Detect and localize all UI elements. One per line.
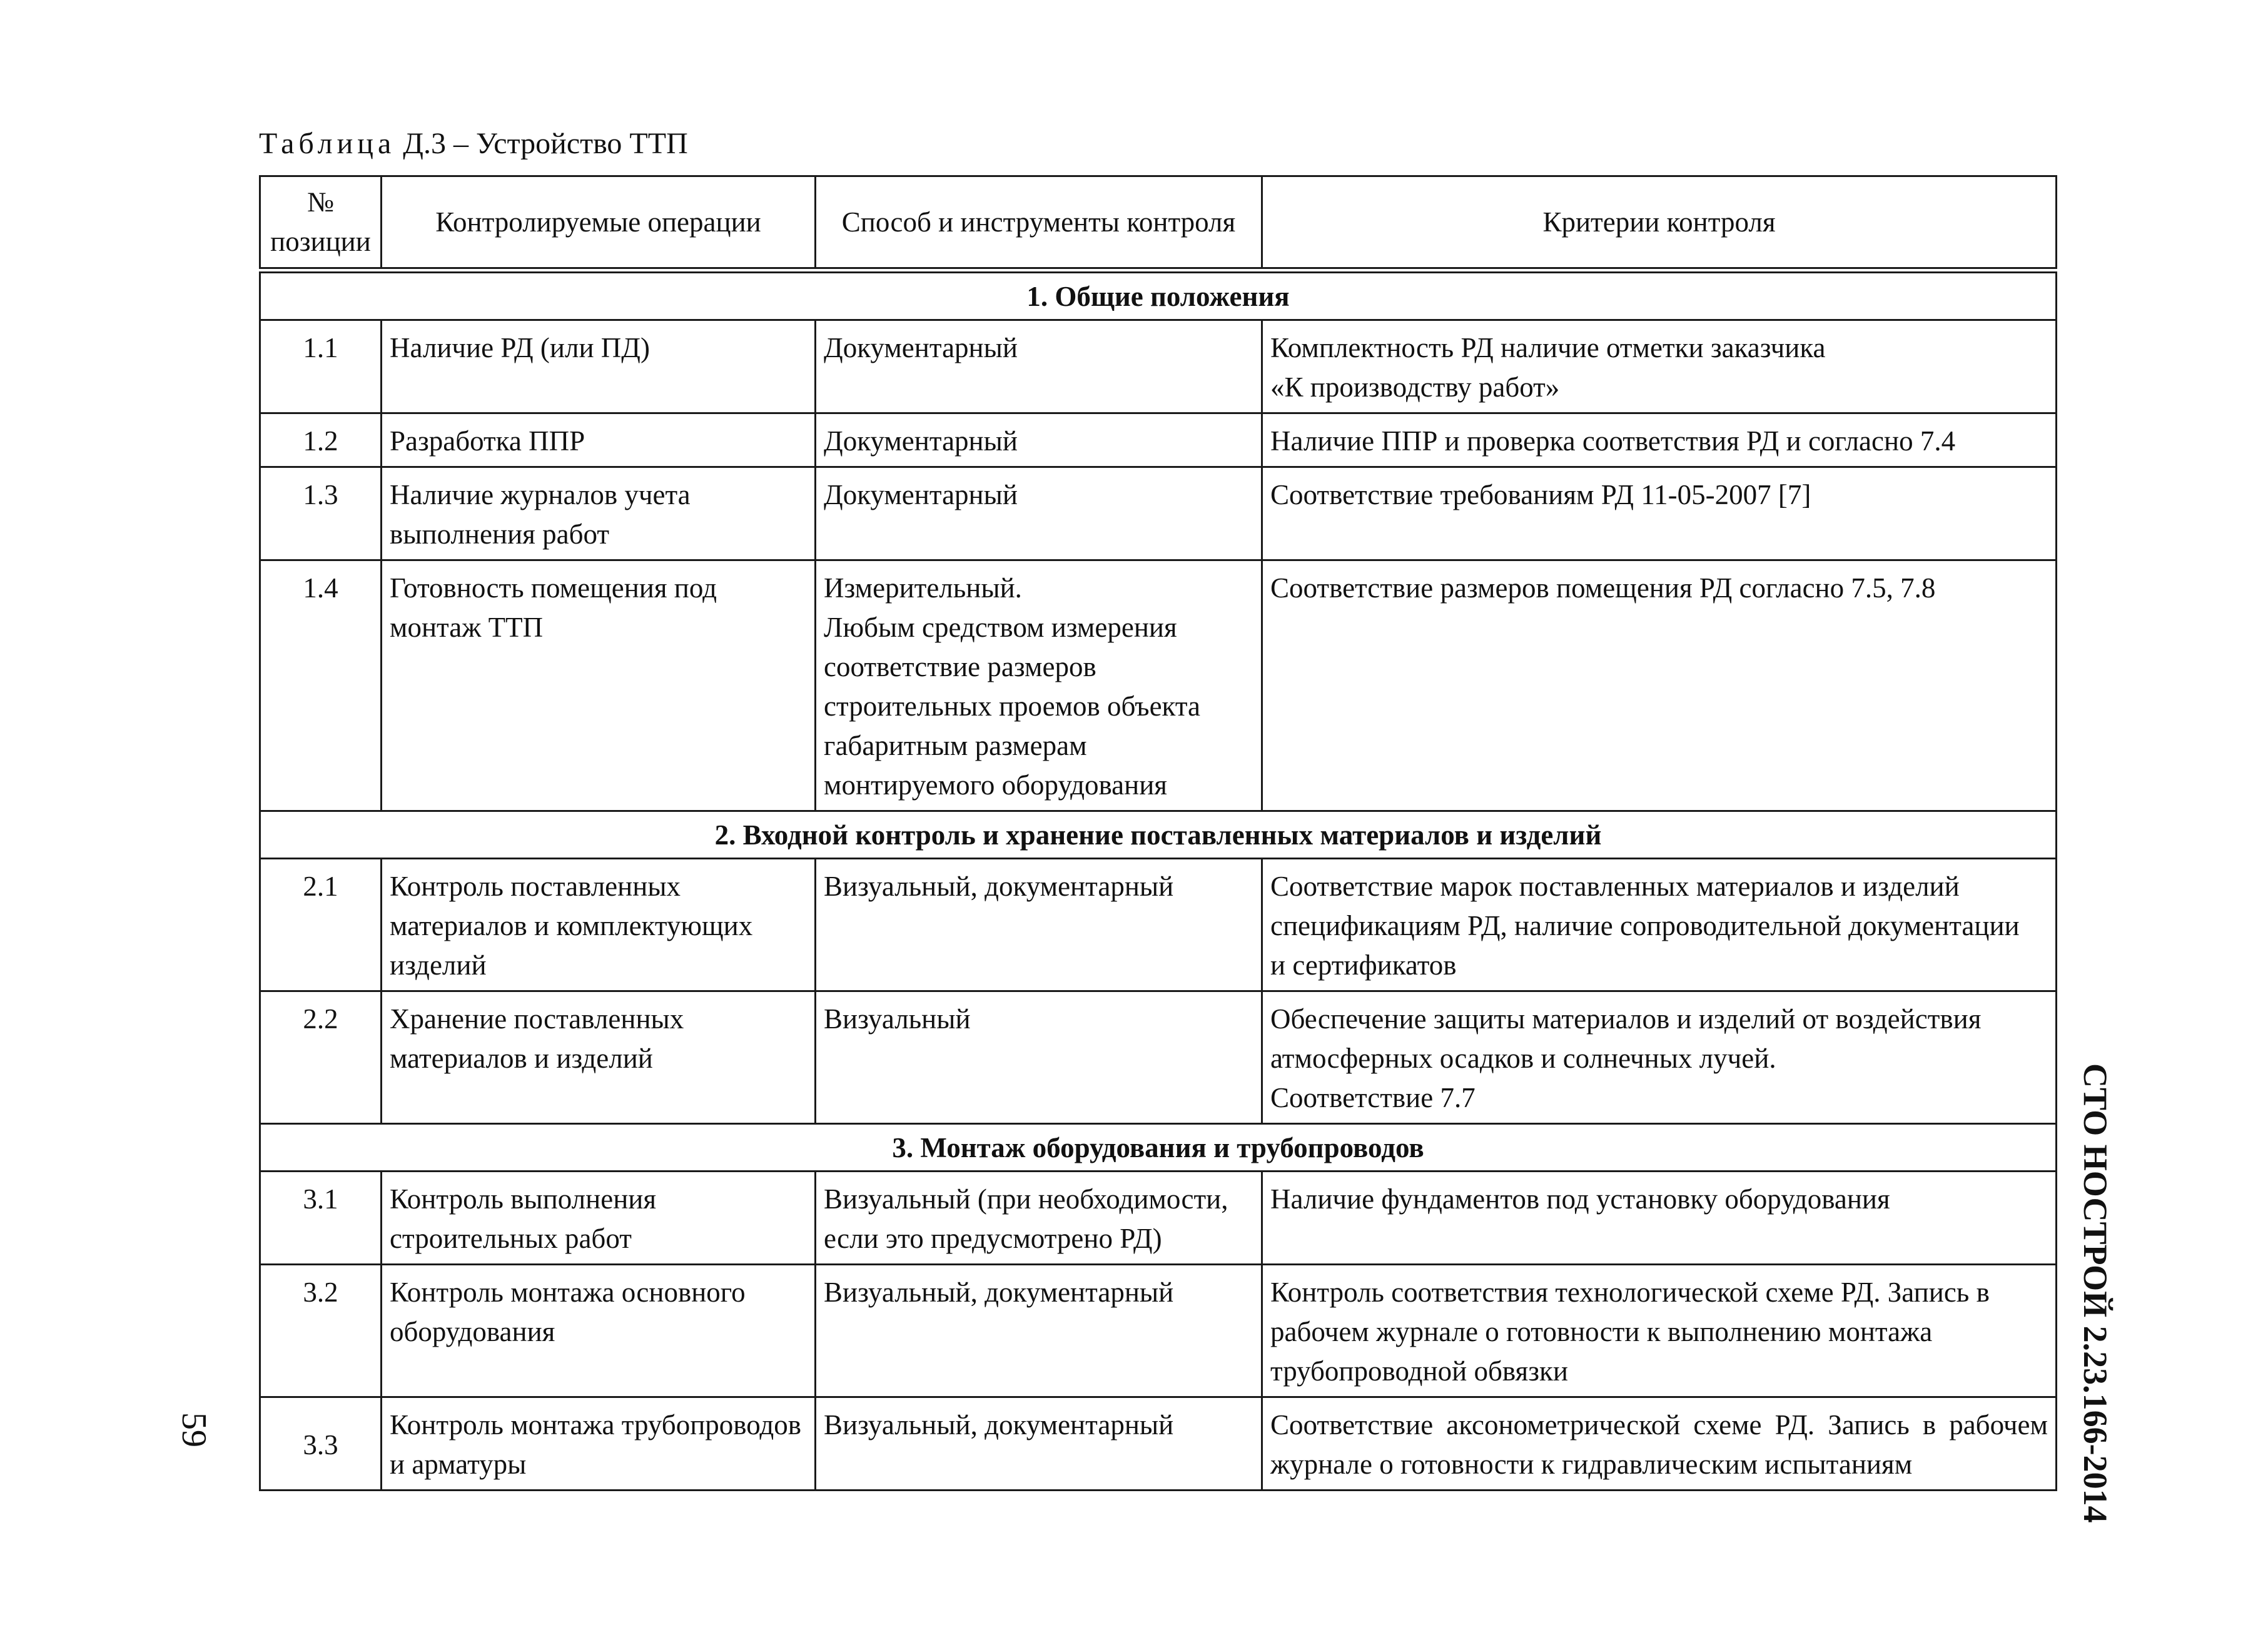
row-number: 3.1	[260, 1172, 382, 1265]
row-method	[816, 859, 1262, 991]
header-num-word: позиции	[270, 226, 371, 257]
criteria-line: Соответствие марок поставленных материалов и изделий	[1270, 871, 1960, 902]
table-row	[260, 320, 2057, 413]
row-operation	[382, 413, 816, 467]
operation-line: Контроль монтажа трубопроводов	[390, 1409, 802, 1440]
operation-line: Контроль поставленных	[390, 871, 681, 902]
method-line: Документарный	[824, 479, 1018, 510]
section-row	[260, 1124, 2057, 1172]
row-method	[816, 1397, 1262, 1491]
row-operation	[382, 560, 816, 811]
document-code: СТО НОСТРОЙ 2.23.166-2014	[2077, 1063, 2114, 1523]
operation-line: Готовность помещения под	[390, 572, 717, 604]
row-criteria	[1262, 467, 2057, 560]
criteria-text: Соответствие аксонометрической схеме РД. Запись в рабочем журнале о готовности к гидравлическим испытаниям	[1270, 1409, 2048, 1480]
operation-line: Разработка ППР	[390, 425, 585, 457]
row-number: 3.2	[260, 1265, 382, 1397]
control-table	[259, 175, 2057, 1491]
section-title: 2. Входной контроль и хранение поставленных материалов и изделий	[260, 811, 2057, 859]
table-row	[260, 467, 2057, 560]
row-method	[816, 560, 1262, 811]
section-row	[260, 811, 2057, 859]
table-row	[260, 859, 2057, 991]
operation-line: Контроль монтажа основного	[390, 1277, 746, 1308]
table-row	[260, 1265, 2057, 1397]
row-operation	[382, 1397, 816, 1491]
row-operation	[382, 1172, 816, 1265]
operation-line: оборудования	[390, 1316, 555, 1347]
method-line: Любым средством измерения	[824, 612, 1177, 643]
row-operation	[382, 991, 816, 1124]
criteria-line: атмосферных осадков и солнечных лучей.	[1270, 1043, 1776, 1074]
row-criteria	[1262, 560, 2057, 811]
row-operation	[382, 320, 816, 413]
criteria-line: Соответствие 7.7	[1270, 1082, 1476, 1113]
method-line: если это предусмотрено РД)	[824, 1223, 1162, 1254]
criteria-line: и сертификатов	[1270, 949, 1457, 981]
section-row	[260, 270, 2057, 320]
header-num-symbol: №	[307, 186, 334, 218]
method-line: Визуальный (при необходимости,	[824, 1183, 1228, 1215]
table-caption-label: Таблица	[259, 127, 396, 160]
row-number: 1.4	[260, 560, 382, 811]
row-criteria	[1262, 1265, 2057, 1397]
table-caption-title: Д.3 – Устройство ТТП	[403, 127, 688, 160]
method-line: Измерительный.	[824, 572, 1022, 604]
row-criteria	[1262, 1172, 2057, 1265]
criteria-line: Обеспечение защиты материалов и изделий от воздействия	[1270, 1003, 1982, 1035]
criteria-line: Комплектность РД наличие отметки заказчика	[1270, 332, 1826, 363]
operation-line: монтаж ТТП	[390, 612, 544, 643]
row-criteria	[1262, 859, 2057, 991]
method-line: соответствие размеров	[824, 651, 1096, 682]
operation-line: Контроль выполнения	[390, 1183, 657, 1215]
header-method: Способ и инструменты контроля	[816, 176, 1262, 271]
header-operations: Контролируемые операции	[382, 176, 816, 271]
method-line: Визуальный, документарный	[824, 1277, 1174, 1308]
table-row	[260, 560, 2057, 811]
criteria-line: рабочем журнале о готовности к выполнению монтажа	[1270, 1316, 1933, 1347]
page-number: 59	[175, 1412, 213, 1447]
method-line: Визуальный, документарный	[824, 1409, 1174, 1440]
criteria-line: Наличие фундаментов под установку оборудования	[1270, 1183, 1890, 1215]
row-criteria	[1262, 320, 2057, 413]
method-line: Документарный	[824, 332, 1018, 363]
row-method	[816, 413, 1262, 467]
table-row	[260, 1172, 2057, 1265]
row-operation	[382, 467, 816, 560]
row-criteria	[1262, 1397, 2057, 1491]
operation-line: материалов и комплектующих	[390, 910, 753, 941]
operation-line: и арматуры	[390, 1449, 527, 1480]
table-caption	[259, 125, 688, 163]
criteria-line: Наличие ППР и проверка соответствия РД и согласно 7.4	[1270, 425, 1956, 457]
header-criteria: Критерии контроля	[1262, 176, 2057, 271]
header-position-number	[260, 176, 382, 271]
row-number: 3.3	[260, 1397, 382, 1491]
row-number: 1.2	[260, 413, 382, 467]
criteria-line: спецификациям РД, наличие сопроводительной документации	[1270, 910, 2020, 941]
operation-line: строительных работ	[390, 1223, 632, 1254]
row-method	[816, 1172, 1262, 1265]
method-line: Визуальный	[824, 1003, 971, 1035]
operation-line: изделий	[390, 949, 487, 981]
operation-line: материалов и изделий	[390, 1043, 653, 1074]
row-method	[816, 320, 1262, 413]
row-method	[816, 991, 1262, 1124]
row-criteria	[1262, 991, 2057, 1124]
operation-line: Наличие РД (или ПД)	[390, 332, 650, 363]
row-operation	[382, 1265, 816, 1397]
criteria-line: «К производству работ»	[1270, 372, 1560, 403]
table-row	[260, 991, 2057, 1124]
criteria-line: Соответствие требованиям РД 11-05-2007 [7]	[1270, 479, 1811, 510]
method-line: габаритным размерам	[824, 730, 1087, 761]
row-method	[816, 467, 1262, 560]
section-title: 1. Общие положения	[260, 270, 2057, 320]
operation-line: выполнения работ	[390, 519, 610, 550]
row-criteria	[1262, 413, 2057, 467]
row-number: 1.1	[260, 320, 382, 413]
table-header-row	[260, 176, 2057, 271]
row-number: 2.1	[260, 859, 382, 991]
criteria-line: Соответствие размеров помещения РД согласно 7.5, 7.8	[1270, 572, 1936, 604]
row-number: 2.2	[260, 991, 382, 1124]
row-number: 1.3	[260, 467, 382, 560]
method-line: Документарный	[824, 425, 1018, 457]
method-line: Визуальный, документарный	[824, 871, 1174, 902]
method-line: строительных проемов объекта	[824, 691, 1201, 722]
row-method	[816, 1265, 1262, 1397]
table-row	[260, 413, 2057, 467]
operation-line: Наличие журналов учета	[390, 479, 691, 510]
operation-line: Хранение поставленных	[390, 1003, 684, 1035]
table-row	[260, 1397, 2057, 1491]
method-line: монтируемого оборудования	[824, 769, 1168, 801]
row-operation	[382, 859, 816, 991]
section-title: 3. Монтаж оборудования и трубопроводов	[260, 1124, 2057, 1172]
criteria-line: Контроль соответствия технологической схеме РД. Запись в	[1270, 1277, 1990, 1308]
criteria-line: трубопроводной обвязки	[1270, 1355, 1568, 1387]
